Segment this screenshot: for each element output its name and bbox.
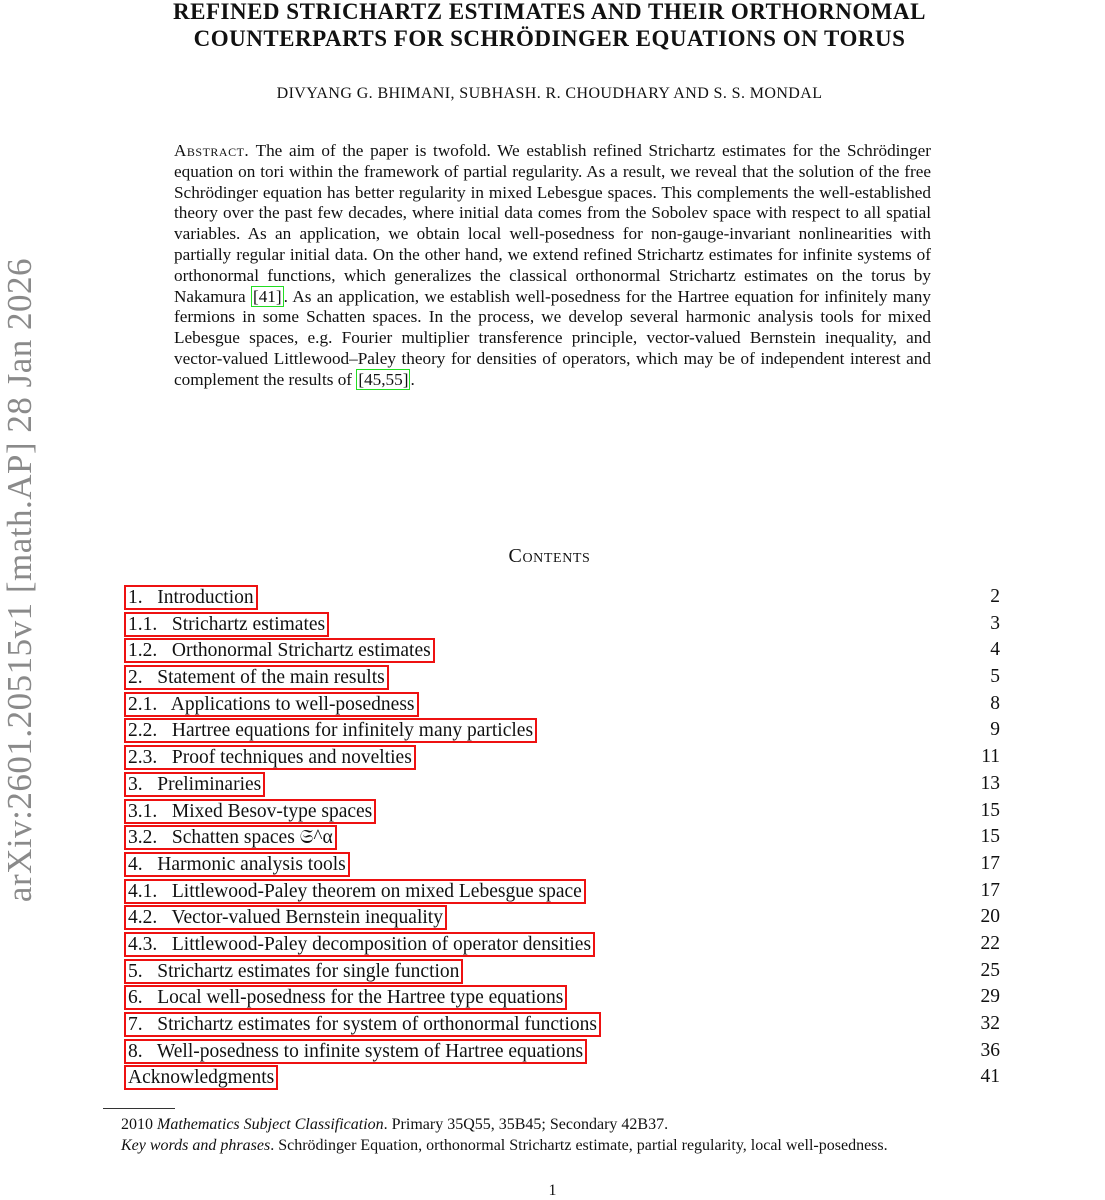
toc-link[interactable]: 8. Well-posedness to infinite system of Hartree equations xyxy=(124,1039,587,1064)
toc-link[interactable]: 7. Strichartz estimates for system of orthonormal functions xyxy=(124,1012,601,1037)
msc-label: Mathematics Subject Classification xyxy=(157,1116,384,1133)
toc-entry xyxy=(124,612,1000,639)
toc-link[interactable]: 1.1. Strichartz estimates xyxy=(124,612,329,637)
keywords-label: Key words and phrases xyxy=(121,1137,271,1154)
toc-link[interactable]: 1. Introduction xyxy=(124,585,258,610)
toc-page-number: 2 xyxy=(990,586,1000,607)
abstract-text: . xyxy=(410,369,415,389)
paper-title xyxy=(100,0,999,52)
page-number: 1 xyxy=(548,1182,557,1199)
toc-entry xyxy=(124,852,1000,879)
toc-entry xyxy=(124,665,1000,692)
toc-page-number: 20 xyxy=(980,906,1000,928)
toc-entry xyxy=(124,772,1000,799)
toc-link[interactable]: 1.2. Orthonormal Strichartz estimates xyxy=(124,638,435,663)
toc-link[interactable]: 4.1. Littlewood-Paley theorem on mixed Lebesgue space xyxy=(124,879,586,904)
toc-entry xyxy=(124,879,1000,906)
toc-link[interactable]: 2.3. Proof techniques and novelties xyxy=(124,745,416,770)
keywords-text: . Schrödinger Equation, orthonormal Strichartz estimate, partial regularity, local well-posedness. xyxy=(270,1137,888,1154)
citation-link[interactable]: [41] xyxy=(252,286,282,306)
toc-link[interactable]: 3.2. Schatten spaces 𝔖^α xyxy=(124,825,337,850)
contents-heading: Contents xyxy=(508,545,591,567)
abstract xyxy=(174,141,931,391)
toc-link[interactable]: Acknowledgments xyxy=(124,1065,278,1090)
toc-entry xyxy=(124,985,1000,1012)
keywords-footnote xyxy=(103,1135,1000,1156)
toc-page-number: 15 xyxy=(980,826,1000,848)
abstract-label: Abstract. xyxy=(174,141,250,160)
toc-page-number: 41 xyxy=(980,1066,1000,1088)
toc-link[interactable]: 4. Harmonic analysis tools xyxy=(124,852,350,877)
abstract-text: The aim of the paper is twofold. We establish refined Strichartz estimates for the Schrödinger equation on tori within the framework of partial regularity. As a result, we reveal that the solution of the free Schrödinger equation has better regularity in mixed Lebesgue spaces. This complements the well-established theory over the past few decades, where initial data comes from the Sobolev space with respect to all spatial variables. As an application, we obtain local well-posedness for non-gauge-invariant nonlinearities with partially regular initial data. On the other hand, we extend refined Strichartz estimates for infinite systems of orthonormal functions, which generalizes the classical orthonormal Strichartz estimates on the torus by Nakamura xyxy=(174,141,931,306)
title-line-2: COUNTERPARTS FOR SCHRÖDINGER EQUATIONS ON TORUS xyxy=(193,26,906,51)
toc-entry xyxy=(124,745,1000,772)
toc-page-number: 15 xyxy=(980,799,1000,821)
toc-entry xyxy=(124,692,1000,719)
table-of-contents xyxy=(124,585,1000,1092)
toc-entry xyxy=(124,905,1000,932)
toc-page-number: 36 xyxy=(980,1039,1000,1061)
toc-page-number: 5 xyxy=(990,666,1000,688)
toc-entry xyxy=(124,825,1000,852)
citation-link[interactable]: [45,55] xyxy=(358,369,409,389)
toc-page-number: 9 xyxy=(990,719,1000,741)
toc-page-number: 29 xyxy=(980,986,1000,1008)
authors: DIVYANG G. BHIMANI, SUBHASH. R. CHOUDHARY AND S. S. MONDAL xyxy=(276,85,823,102)
msc-year: 2010 xyxy=(121,1116,157,1133)
toc-entry xyxy=(124,1012,1000,1039)
title-line-1: REFINED STRICHARTZ ESTIMATES AND THEIR ORTHORNOMAL xyxy=(173,0,926,24)
arxiv-identifier: arXiv:2601.20515v1 [math.AP] 28 Jan 2026 xyxy=(0,257,39,903)
toc-entry xyxy=(124,718,1000,745)
toc-link[interactable]: 3. Preliminaries xyxy=(124,772,265,797)
msc-footnote xyxy=(103,1114,1000,1135)
toc-entry xyxy=(124,638,1000,665)
toc-entry xyxy=(124,799,1000,826)
abstract-text: . As an application, we establish well-posedness for the Hartree equation for infinitely many fermions in some Schatten spaces. In the process, we develop several harmonic analysis tools for mixed Lebesgue spaces, e.g. Fourier multiplier transference principle, vector-valued Bernstein inequality, and vector-valued Littlewood–Paley theory for densities of operators, which may be of independent interest and complement the results of xyxy=(174,286,931,389)
toc-page-number: 3 xyxy=(990,612,1000,634)
footnote-rule xyxy=(103,1108,175,1109)
toc-entry xyxy=(124,959,1000,986)
toc-page-number: 17 xyxy=(980,879,1000,901)
toc-page-number: 22 xyxy=(980,932,1000,954)
toc-page-number: 17 xyxy=(980,852,1000,874)
toc-entry xyxy=(124,1065,1000,1092)
toc-page-number: 4 xyxy=(990,639,1000,661)
msc-text: . Primary 35Q55, 35B45; Secondary 42B37. xyxy=(383,1116,669,1133)
toc-link[interactable]: 5. Strichartz estimates for single function xyxy=(124,959,463,984)
footnotes xyxy=(103,1114,1000,1156)
toc-entry xyxy=(124,585,1000,612)
toc-entry xyxy=(124,1039,1000,1066)
toc-link[interactable]: 4.3. Littlewood-Paley decomposition of operator densities xyxy=(124,932,595,957)
toc-page-number: 25 xyxy=(980,959,1000,981)
toc-link[interactable]: 2. Statement of the main results xyxy=(124,665,389,690)
toc-link[interactable]: 6. Local well-posedness for the Hartree type equations xyxy=(124,985,567,1010)
toc-link[interactable]: 2.1. Applications to well-posedness xyxy=(124,692,419,717)
toc-link[interactable]: 2.2. Hartree equations for infinitely many particles xyxy=(124,718,537,743)
toc-page-number: 11 xyxy=(981,746,1000,768)
toc-link[interactable]: 3.1. Mixed Besov-type spaces xyxy=(124,799,376,824)
toc-link[interactable]: 4.2. Vector-valued Bernstein inequality xyxy=(124,905,447,930)
toc-entry xyxy=(124,932,1000,959)
toc-page-number: 13 xyxy=(980,772,1000,794)
toc-page-number: 32 xyxy=(980,1013,1000,1034)
toc-page-number: 8 xyxy=(990,692,1000,714)
